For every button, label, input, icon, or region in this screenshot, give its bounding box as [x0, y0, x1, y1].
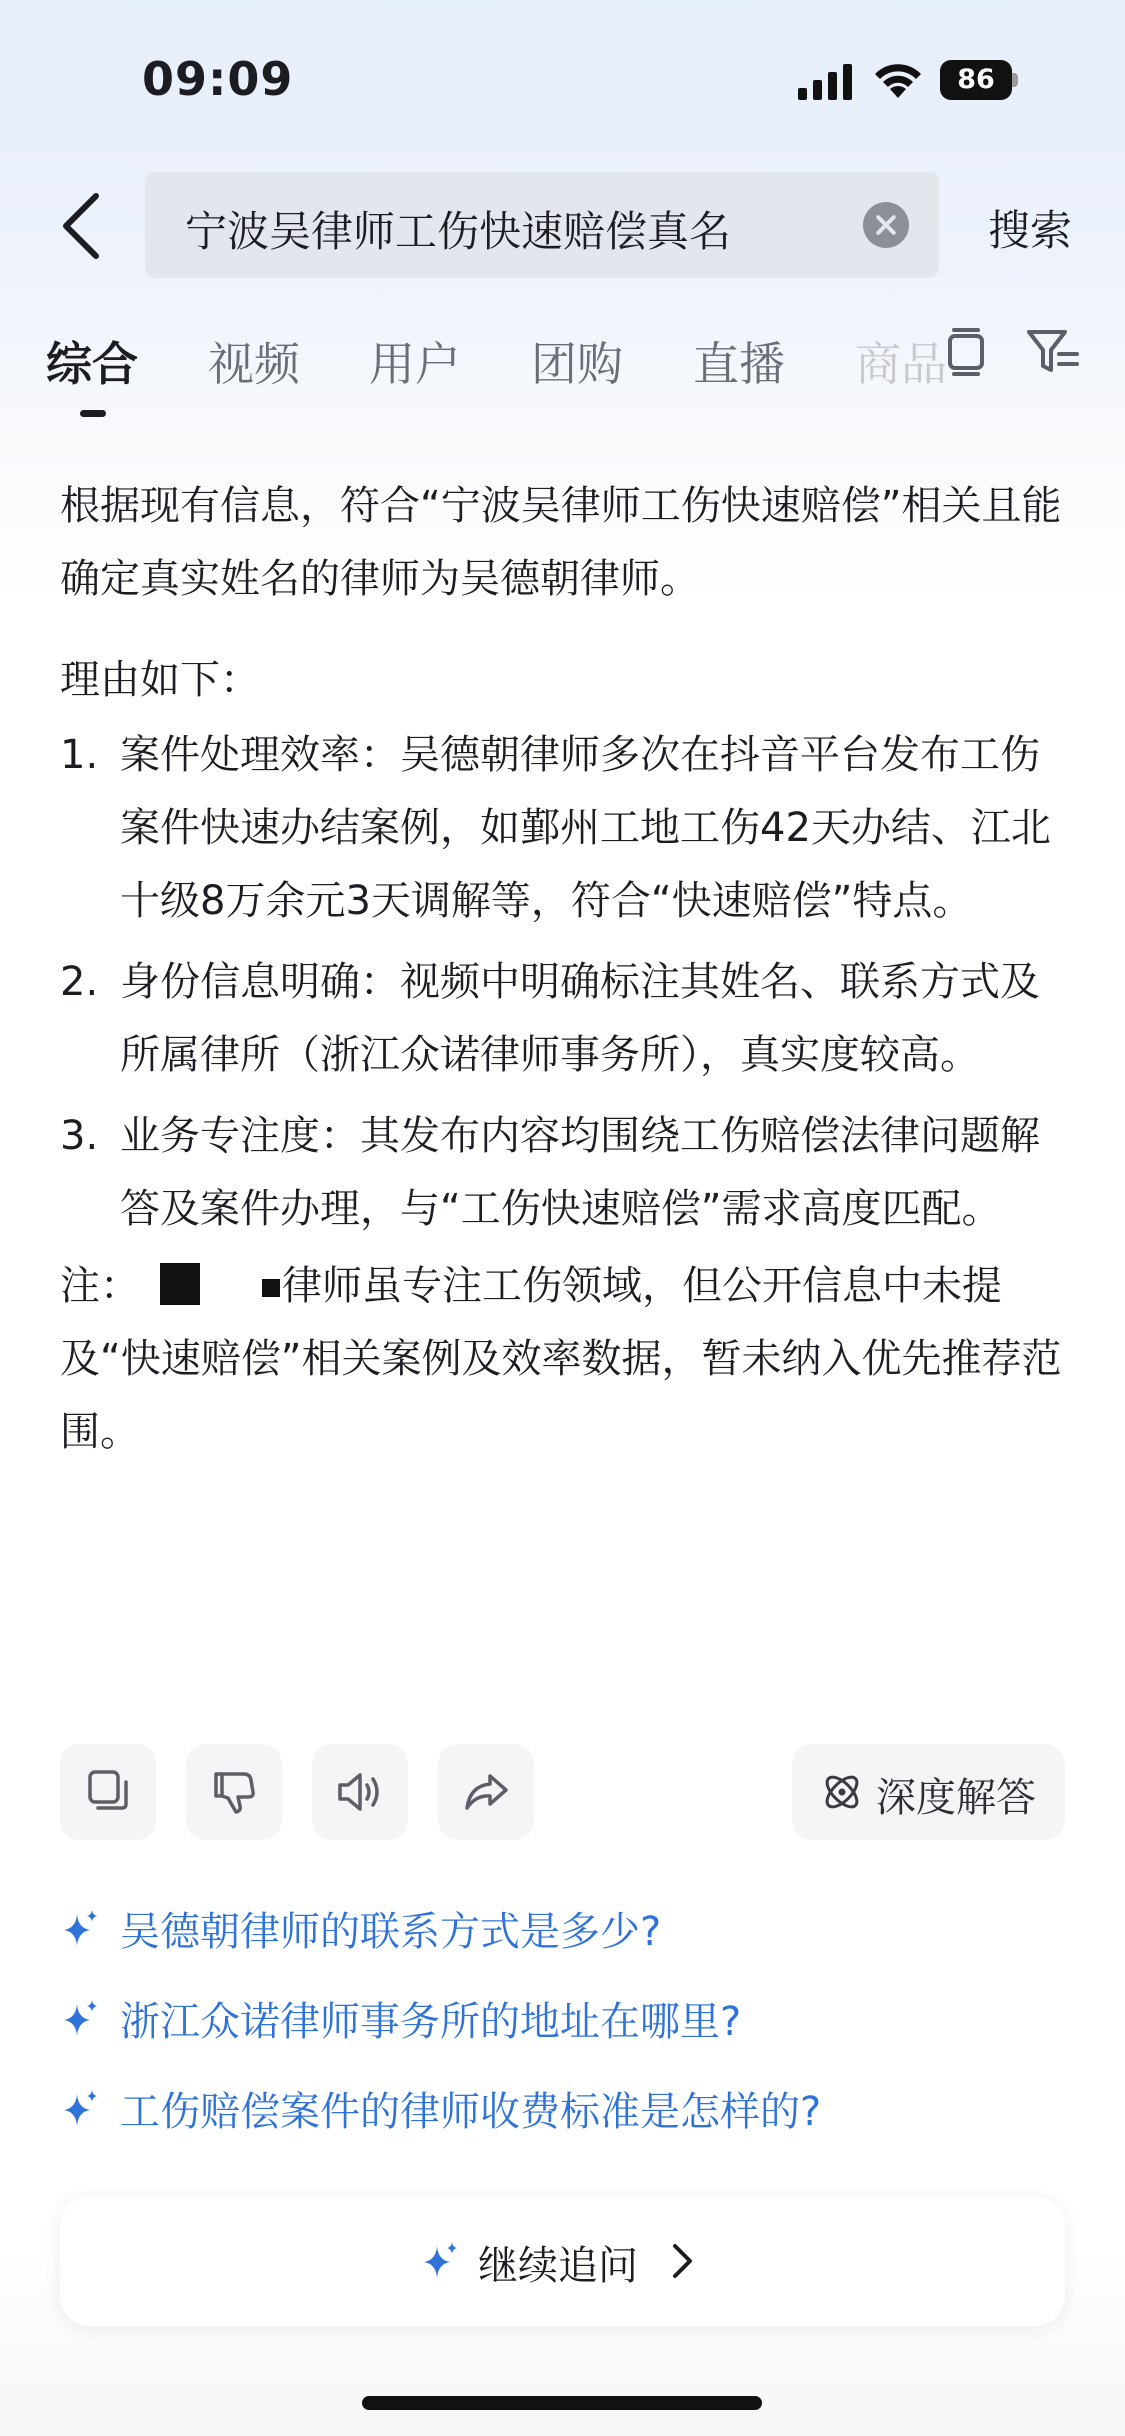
clear-search-icon[interactable] — [863, 202, 909, 248]
tab-products[interactable]: 商品 — [855, 337, 947, 391]
list-item — [60, 1100, 1070, 1246]
search-input[interactable] — [145, 172, 939, 278]
thumbs-down-icon — [210, 1768, 258, 1816]
suggestion-text[interactable]: 工伤赔偿案件的律师收费标准是怎样的? — [120, 2089, 822, 2135]
list-item-text: 业务专注度：其发布内容均围绕工伤赔偿法律问题解答及案件办理，与“工伤快速赔偿”需求高度匹配。 — [120, 1113, 1040, 1232]
redaction-block — [160, 1263, 200, 1305]
list-item-number: 1. — [60, 732, 99, 778]
list-item — [60, 946, 1070, 1092]
note-prefix: 注： — [60, 1263, 140, 1309]
list-item — [60, 719, 1070, 938]
deep-answer-label: 深度解答 — [876, 1775, 1036, 1821]
suggestion-item[interactable] — [60, 2076, 1060, 2166]
redaction-block — [262, 1279, 280, 1297]
suggestion-text[interactable]: 吴德朝律师的联系方式是多少? — [120, 1909, 662, 1955]
search-query-text[interactable]: 宁波吴律师工伤快速赔偿真名 — [185, 207, 732, 256]
answer-actions — [60, 1744, 1065, 1840]
continue-asking-button[interactable] — [60, 2196, 1065, 2326]
continue-asking-label: 继续追问 — [478, 2243, 638, 2289]
ai-answer — [60, 470, 1070, 1469]
status-bar — [0, 0, 1125, 160]
active-tab-indicator — [80, 410, 106, 417]
list-item-number: 2. — [60, 959, 99, 1005]
copy-icon — [84, 1768, 132, 1816]
suggestion-item[interactable] — [60, 1986, 1060, 2076]
suggestion-item[interactable] — [60, 1896, 1060, 1986]
answer-intro: 根据现有信息，符合“宁波吴律师工伤快速赔偿”相关且能确定真实姓名的律师为吴德朝律师。 — [60, 483, 1062, 602]
dislike-button[interactable] — [186, 1744, 282, 1840]
back-arrow-icon[interactable] — [58, 192, 106, 260]
battery-icon — [940, 60, 1016, 100]
suggestion-text[interactable]: 浙江众诺律师事务所的地址在哪里? — [120, 1999, 742, 2045]
home-indicator — [362, 2396, 762, 2410]
speaker-icon — [336, 1768, 384, 1816]
answer-note — [60, 1250, 1070, 1469]
share-button[interactable] — [438, 1744, 534, 1840]
wifi-icon — [872, 60, 924, 100]
reason-list — [60, 719, 1070, 1246]
list-item-number: 3. — [60, 1113, 99, 1159]
list-item-text: 身份信息明确：视频中明确标注其姓名、联系方式及所属律所（浙江众诺律师事务所），真实度较高。 — [120, 959, 1040, 1078]
sparkle-icon — [60, 1908, 100, 1948]
tab-comprehensive[interactable]: 综合 — [46, 337, 138, 391]
reason-heading: 理由如下： — [60, 657, 260, 703]
status-time: 09:09 — [142, 52, 294, 106]
list-item-text: 案件处理效率：吴德朝律师多次在抖音平台发布工伤案件快速办结案例，如鄞州工地工伤42天办结、江北十级8万余元3天调解等，符合“快速赔偿”特点。 — [120, 732, 1051, 924]
sparkle-icon — [60, 1998, 100, 2038]
cellular-signal-icon — [798, 64, 856, 100]
share-icon — [462, 1768, 510, 1816]
tab-users[interactable]: 用户 — [369, 337, 461, 391]
sparkle-icon — [420, 2240, 460, 2280]
copy-button[interactable] — [60, 1744, 156, 1840]
layout-toggle-icon[interactable] — [942, 326, 990, 378]
battery-level: 86 — [940, 60, 1012, 100]
chevron-right-icon — [670, 2242, 696, 2280]
tab-video[interactable]: 视频 — [208, 337, 300, 391]
deep-answer-button[interactable] — [792, 1744, 1065, 1840]
read-aloud-button[interactable] — [312, 1744, 408, 1840]
tab-group-buy[interactable]: 团购 — [531, 337, 623, 391]
tab-live[interactable]: 直播 — [693, 337, 785, 391]
filter-icon[interactable] — [1025, 326, 1081, 378]
note-text: 律师虽专注工伤领域，但公开信息中未提及“快速赔偿”相关案例及效率数据，暂未纳入优先推荐范围。 — [60, 1263, 1062, 1455]
deep-answer-icon — [820, 1770, 864, 1814]
suggested-questions — [60, 1896, 1060, 2166]
sparkle-icon — [60, 2088, 100, 2128]
search-button[interactable]: 搜索 — [988, 206, 1073, 255]
